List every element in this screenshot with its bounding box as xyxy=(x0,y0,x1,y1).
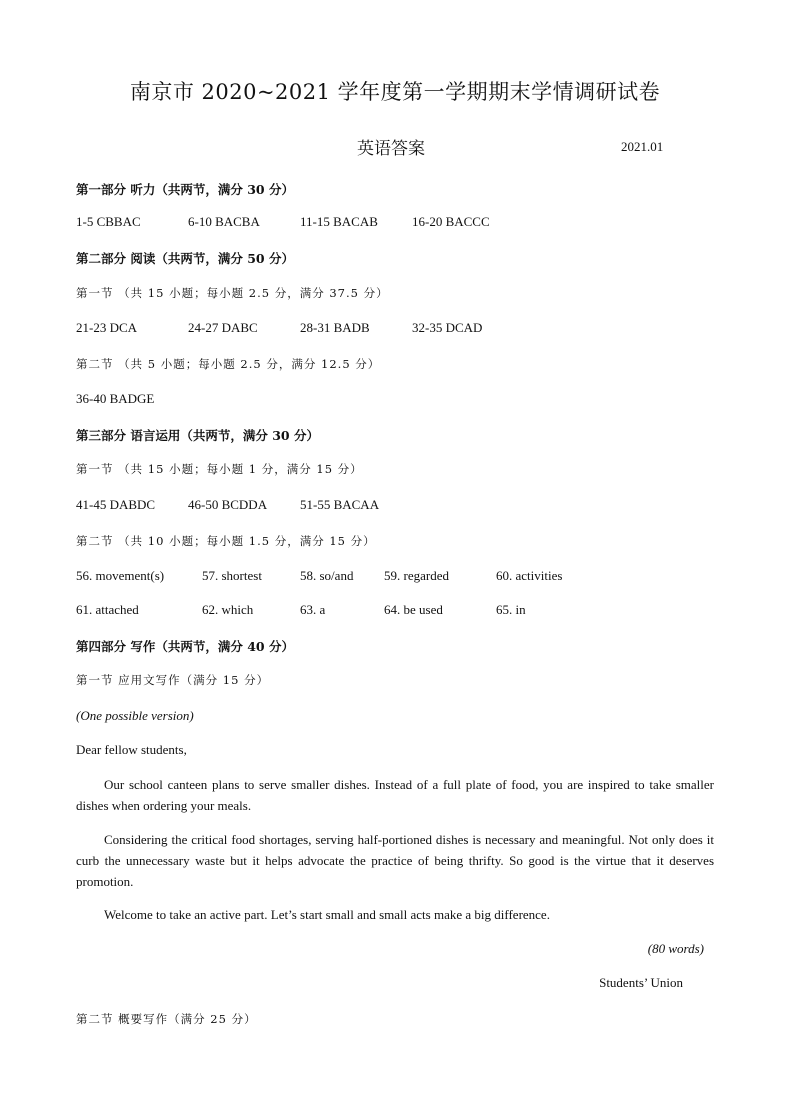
letter-signature: Students’ Union xyxy=(599,975,683,990)
answer-group: 1-5 CBBAC xyxy=(76,214,141,229)
answer-group: 51-55 BACAA xyxy=(300,497,380,512)
page-title: 南京市 2020~2021 学年度第一学期期末学情调研试卷 xyxy=(129,80,661,104)
answer-group: 21-23 DCA xyxy=(76,320,138,335)
blank-answer: 60. activities xyxy=(496,568,563,583)
part4-section2-label: 第二节 概要写作（满分 25 分） xyxy=(76,1012,257,1026)
exam-date: 2021.01 xyxy=(621,139,664,154)
blank-answer: 65. in xyxy=(496,602,526,617)
answer-group: 24-27 DABC xyxy=(188,320,258,335)
answer-group: 41-45 DABDC xyxy=(76,497,156,512)
part2-heading: 第二部分 阅读（共两节，满分 50 分） xyxy=(76,251,294,266)
answer-group: 32-35 DCAD xyxy=(412,320,483,335)
blank-answer: 56. movement(s) xyxy=(76,568,165,583)
blank-answer: 62. which xyxy=(202,602,254,617)
answer-group: 16-20 BACCC xyxy=(412,214,490,229)
part4-heading: 第四部分 写作（共两节，满分 40 分） xyxy=(76,639,294,654)
answer-group: 28-31 BADB xyxy=(300,320,370,335)
answer-group: 46-50 BCDDA xyxy=(188,497,268,512)
answer-group: 6-10 BACBA xyxy=(188,214,260,229)
part4-section1-label: 第一节 应用文写作（满分 15 分） xyxy=(76,673,270,687)
part2-section1-label: 第一节 （共 15 小题；每小题 2.5 分，满分 37.5 分） xyxy=(76,286,389,300)
version-note: (One possible version) xyxy=(76,708,194,723)
letter-paragraph: Welcome to take an active part. Let’s start small and small acts make a big difference. xyxy=(104,907,550,922)
blank-answer: 61. attached xyxy=(76,602,139,617)
answer-group: 36-40 BADGE xyxy=(76,391,155,406)
blank-answer: 63. a xyxy=(300,602,326,617)
part1-heading: 第一部分 听力（共两节，满分 30 分） xyxy=(76,182,294,197)
letter-paragraph: Considering the critical food shortages, serving half-portioned dishes is necessary and meaningful. Not only does it curb the unnecessary waste but it helps advocate the practice of being thrifty. So good is the virtue that it deserves promotion. xyxy=(76,832,714,889)
word-count: (80 words) xyxy=(647,941,704,956)
part2-section2-label: 第二节 （共 5 小题；每小题 2.5 分，满分 12.5 分） xyxy=(76,357,381,371)
part3-heading: 第三部分 语言运用（共两节，满分 30 分） xyxy=(76,428,319,443)
letter-paragraph: Our school canteen plans to serve smaller dishes. Instead of a full plate of food, you are inspired to take smaller dishes when ordering your meals. xyxy=(76,777,714,813)
page-subtitle: 英语答案 xyxy=(357,139,425,159)
blank-answer: 57. shortest xyxy=(202,568,262,583)
blank-answer: 59. regarded xyxy=(384,568,449,583)
blank-answer: 58. so/and xyxy=(300,568,354,583)
part3-section2-label: 第二节 （共 10 小题；每小题 1.5 分，满分 15 分） xyxy=(76,534,376,548)
answer-group: 11-15 BACAB xyxy=(300,214,378,229)
blank-answer: 64. be used xyxy=(384,602,443,617)
part3-section1-label: 第一节 （共 15 小题；每小题 1 分，满分 15 分） xyxy=(76,462,363,476)
letter-salutation: Dear fellow students, xyxy=(76,742,187,757)
